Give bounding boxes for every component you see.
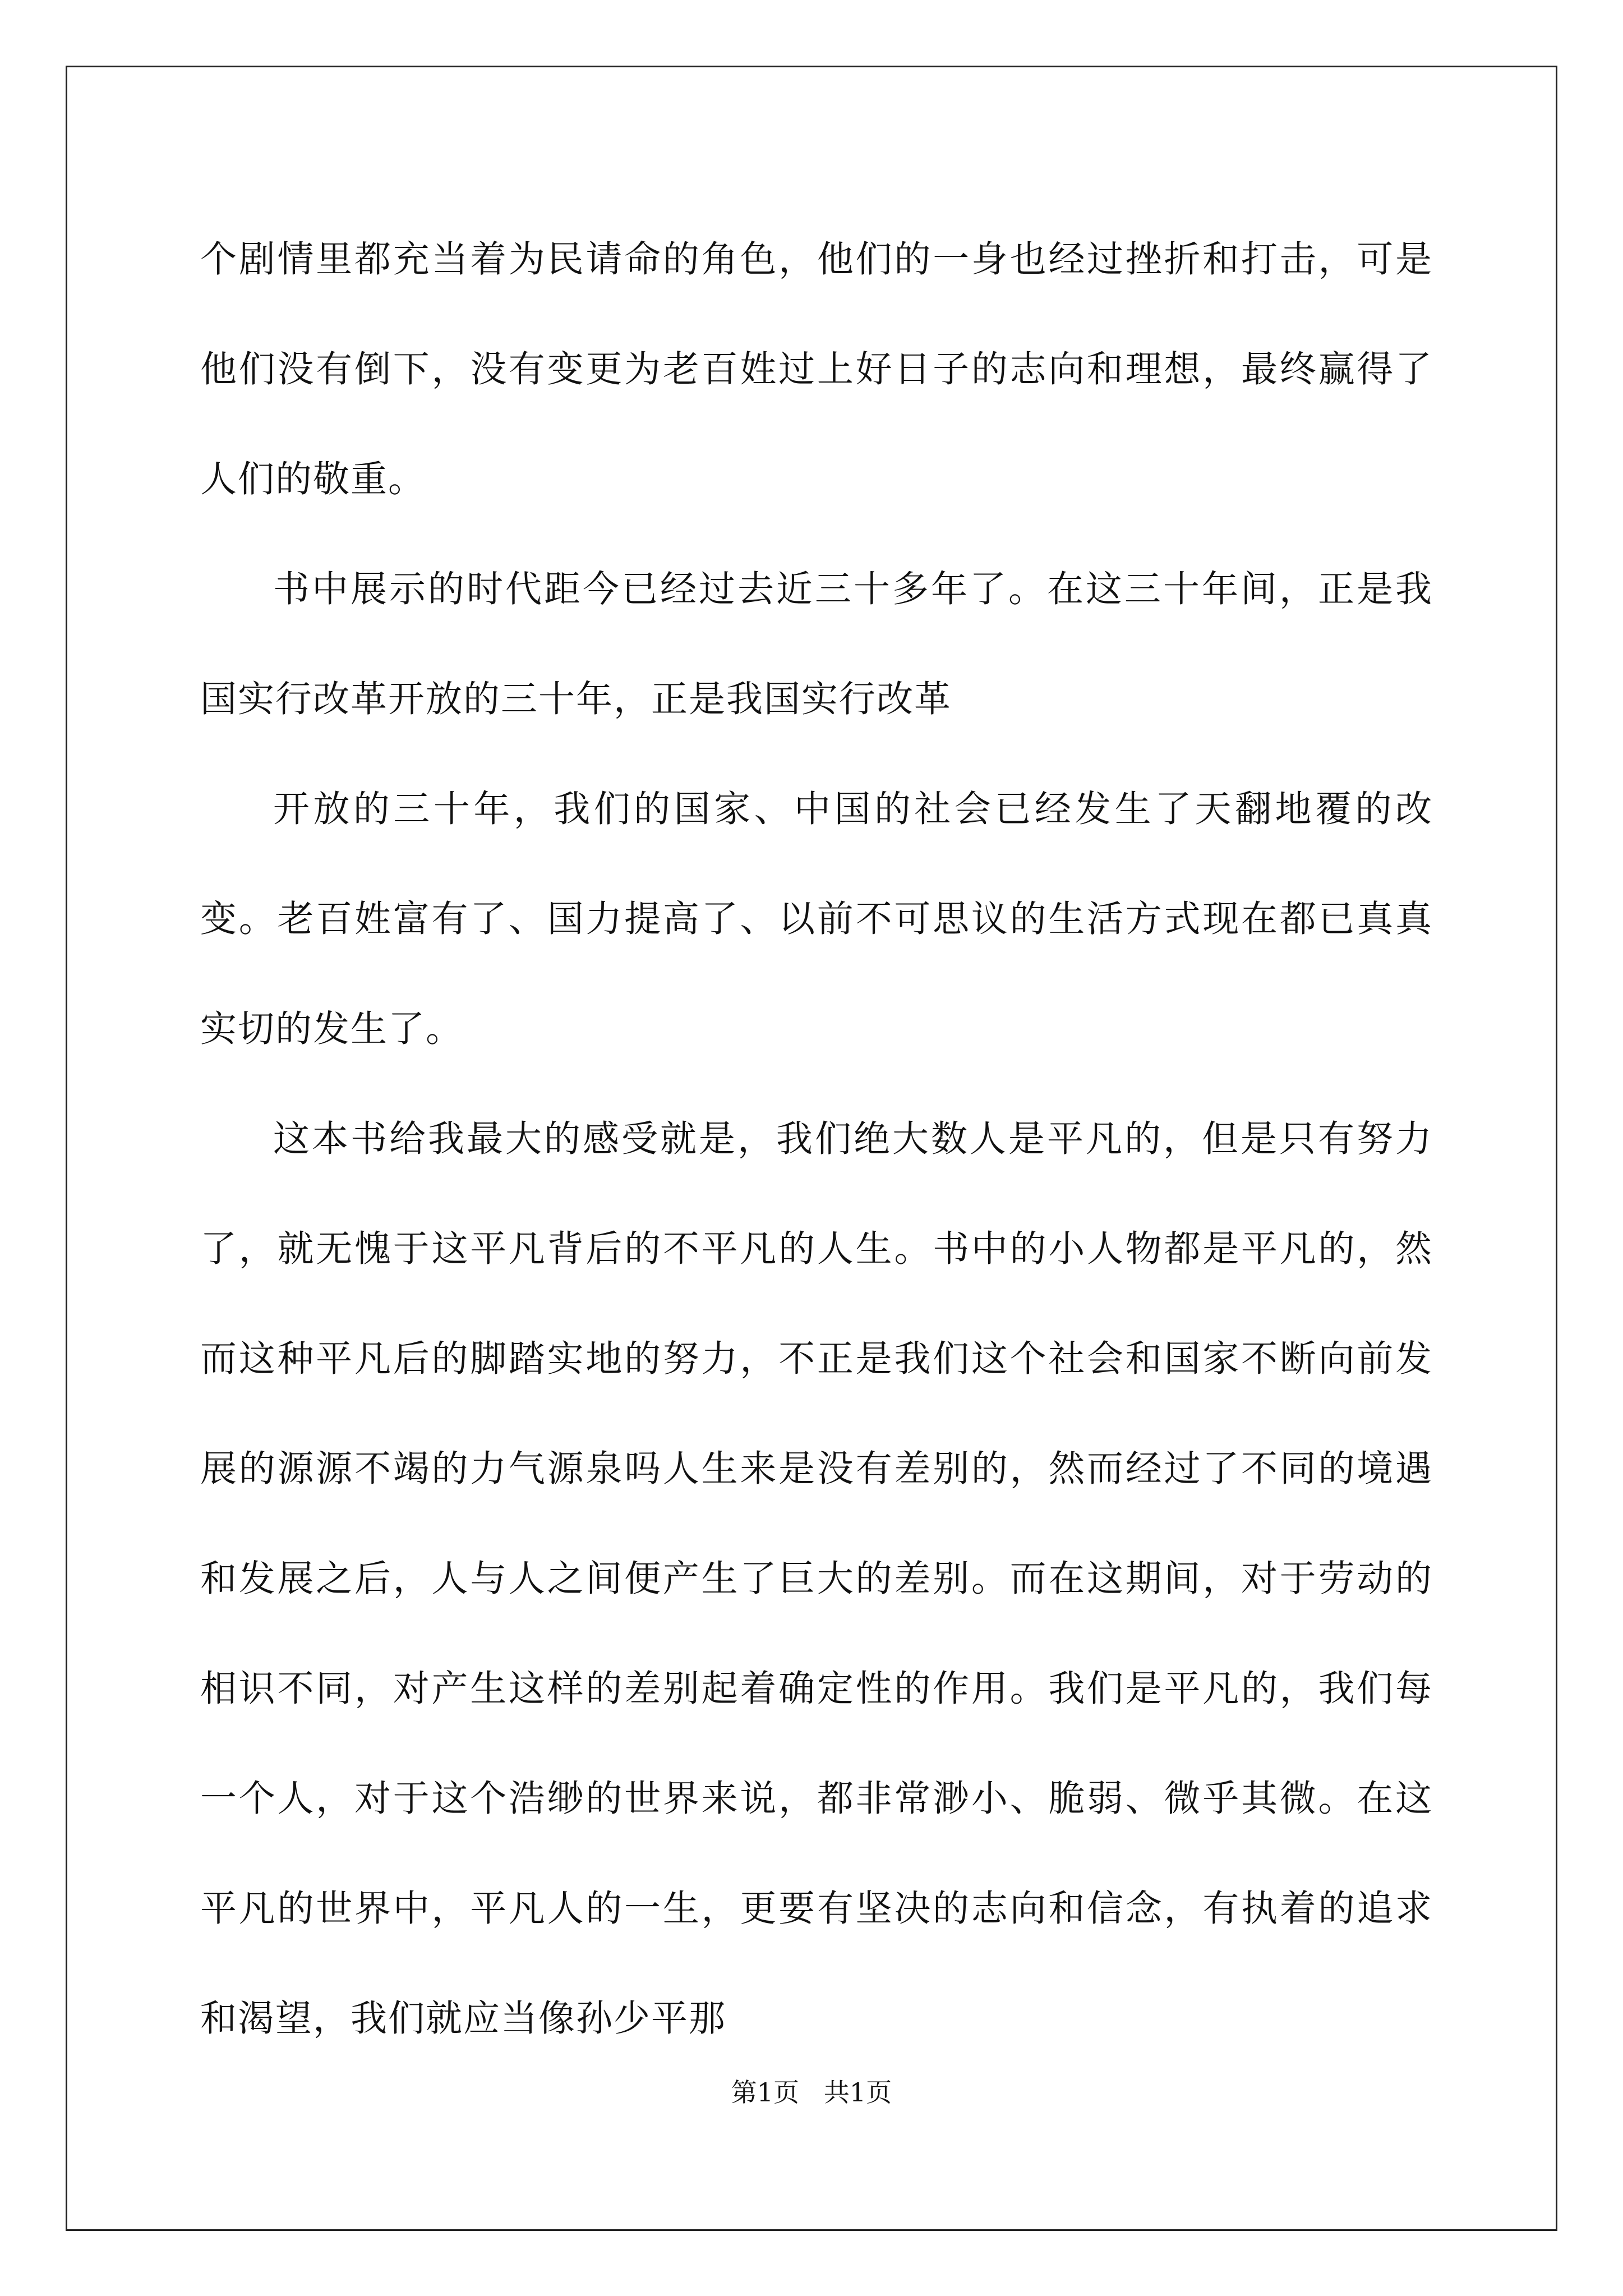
document-body — [200, 205, 1433, 2074]
paragraph-2: 书中展示的时代距今已经过去近三十多年了。在这三十年间，正是我国实行改革开放的三十年，正是我国实行改革 — [200, 568, 1433, 720]
paragraph-3: 开放的三十年，我们的国家、中国的社会已经发生了天翻地覆的改变。老百姓富有了、国力提高了、以前不可思议的生活方式现在都已真真实切的发生了。 — [200, 788, 1433, 1050]
paragraph-4: 这本书给我最大的感受就是，我们绝大数人是平凡的，但是只有努力了，就无愧于这平凡背后的不平凡的人生。书中的小人物都是平凡的，然而这种平凡后的脚踏实地的努力，不正是我们这个社会和国家不断向前发展的源源不竭的力气源泉吗人生来是没有差别的，然而经过了不同的境遇和发展之后，人与人之间便产生了巨大的差别。而在这期间，对于劳动的相识不同，对产生这样的差别起着确定性的作用。我们是平凡的，我们每一个人，对于这个浩缈的世界来说，都非常渺小、脆弱、微乎其微。在这平凡的世界中，平凡人的一生，更要有坚决的志向和信念，有执着的追求和渴望，我们就应当像孙少平那 — [200, 1118, 1433, 2040]
paragraph-1: 个剧情里都充当着为民请命的角色，他们的一身也经过挫折和打击，可是他们没有倒下，没有变更为老百姓过上好日子的志向和理想，最终赢得了人们的敬重。 — [200, 238, 1433, 500]
page-footer: 第1页 共1页 — [731, 2077, 892, 2108]
